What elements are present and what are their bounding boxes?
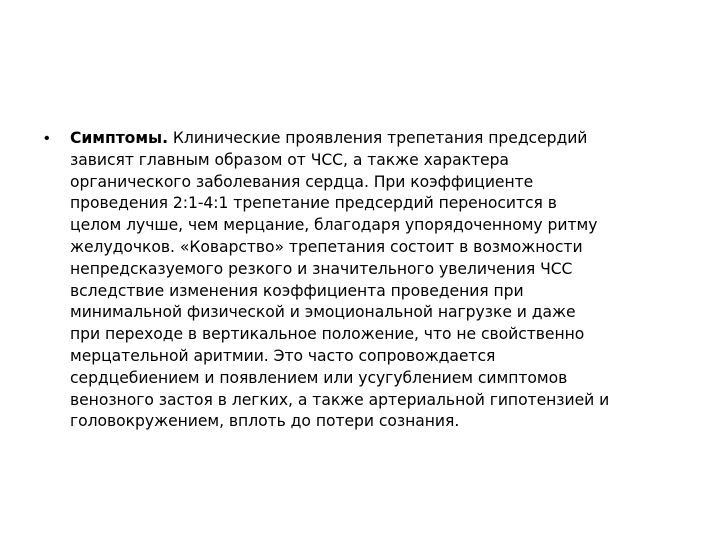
body-line: желудочков. «Коварство» трепетания состоит в возможности xyxy=(70,237,583,256)
body-line: головокружением, вплоть до потери сознания. xyxy=(70,412,460,431)
body-line: сердцебиением и появлением или усугублением симптомов xyxy=(70,368,568,387)
body-line: проведения 2:1-4:1 трепетание предсердий переносится в xyxy=(70,194,557,213)
bullet-icon: • xyxy=(44,130,50,147)
text-line xyxy=(70,128,684,150)
body-line: вследствие изменения коэффициента проведения при xyxy=(70,281,524,300)
body-line: минимальной физической и эмоциональной нагрузке и даже xyxy=(70,303,576,322)
bullet-item-symptoms xyxy=(44,128,684,433)
body-line: при переходе в вертикальное положение, что не свойственно xyxy=(70,325,585,344)
heading-symptoms: Симптомы. xyxy=(70,129,168,147)
body-line: непредсказуемого резкого и значительного увеличения ЧСС xyxy=(70,259,573,278)
body-line: органического заболевания сердца. При коэффициенте xyxy=(70,172,534,191)
body-line: Клинические проявления трепетания предсердий xyxy=(172,129,588,147)
body-line: венозного застоя в легких, а также артериальной гипотензией и xyxy=(70,390,610,409)
body-line: зависят главным образом от ЧСС, а также характера xyxy=(70,150,509,169)
bullet-text xyxy=(70,128,684,433)
body-line: мерцательной аритмии. Это часто сопровождается xyxy=(70,346,496,365)
slide-content xyxy=(44,128,684,433)
body-line: целом лучше, чем мерцание, благодаря упорядоченному ритму xyxy=(70,216,598,235)
